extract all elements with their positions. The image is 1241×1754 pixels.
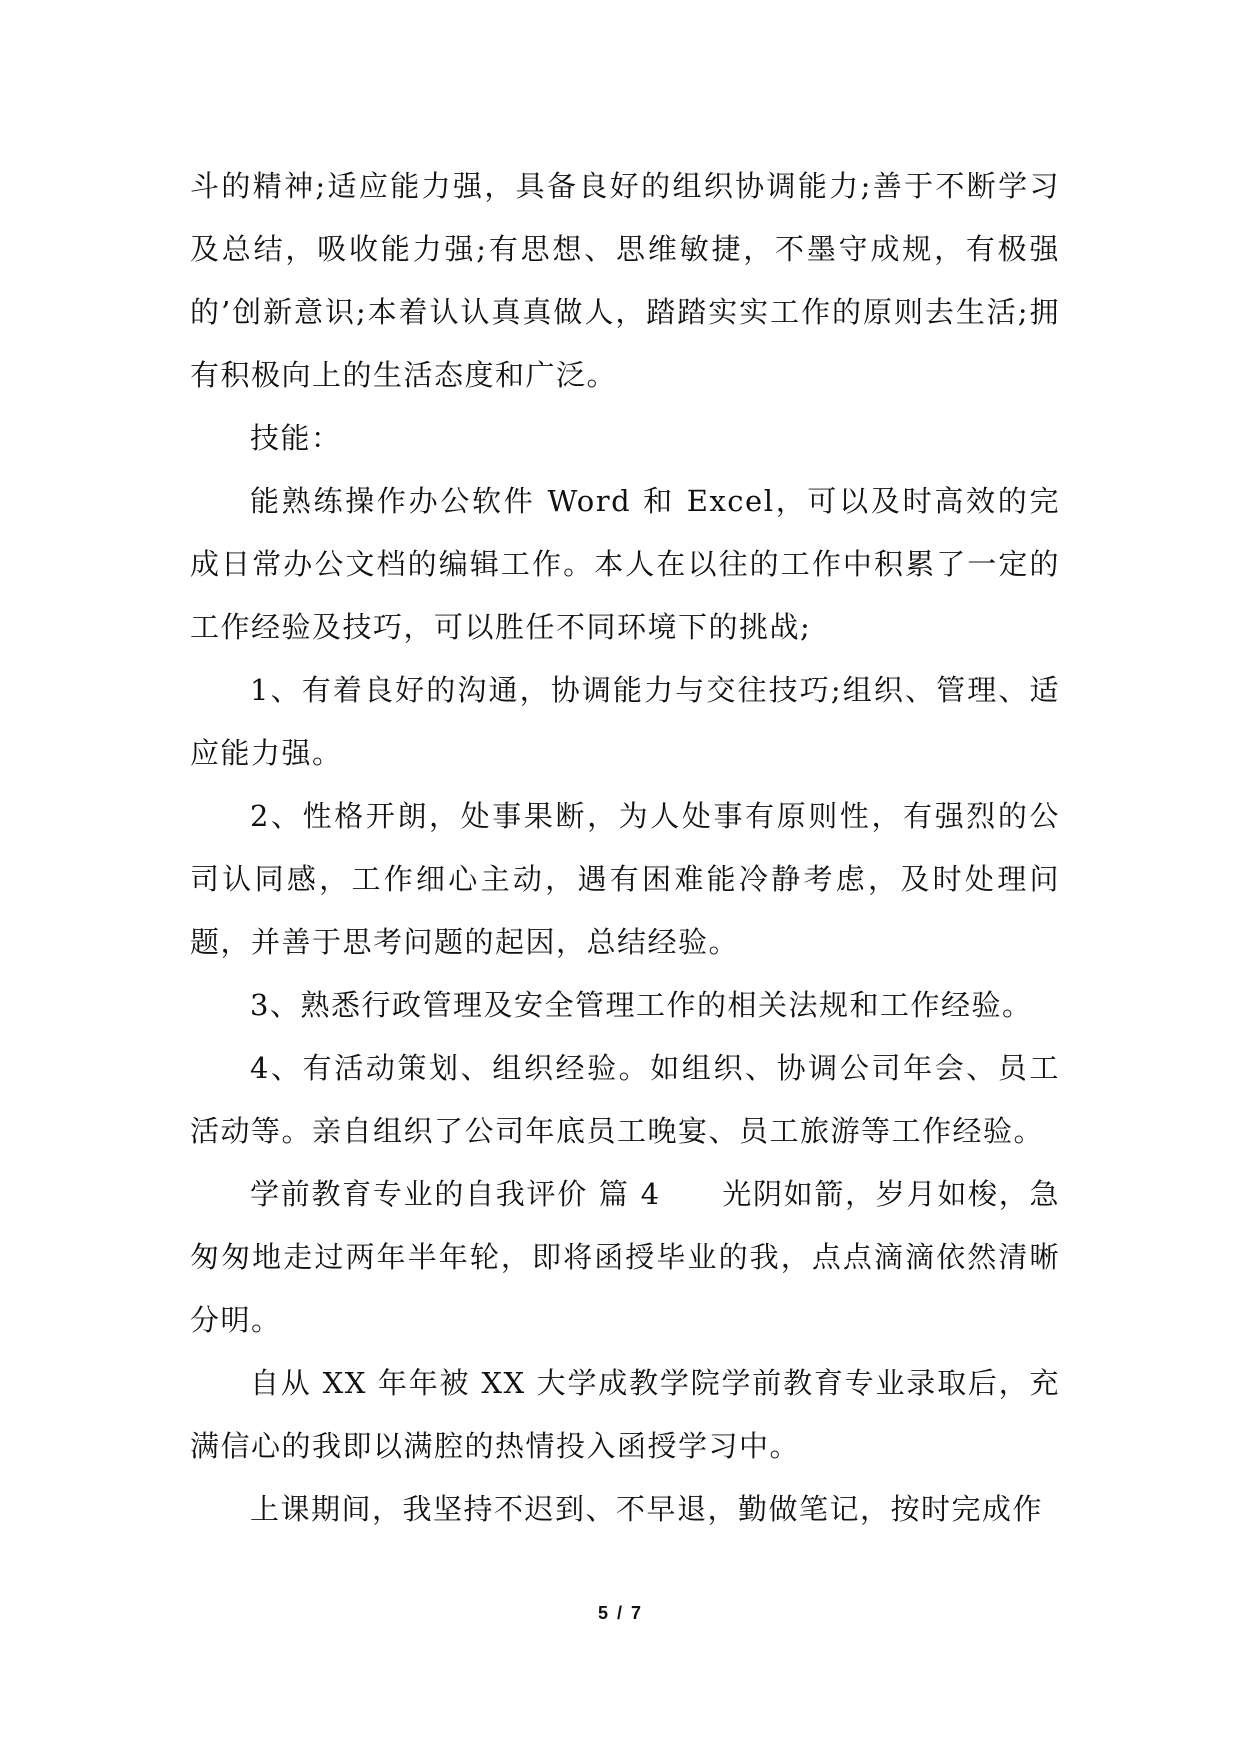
list-item-2: 2、性格开朗，处事果断，为人处事有原则性，有强烈的公司认同感，工作细心主动，遇有困难能冷静考虑，及时处理问题，并善于思考问题的起因，总结经验。 <box>190 799 1060 959</box>
paragraph-1: 斗的精神;适应能力强，具备良好的组织协调能力;善于不断学习及总结，吸收能力强;有思想、思维敏捷，不墨守成规，有极强的’创新意识;本着认认真真做人，踏踏实实工作的原则去生活;拥有积极向上的生活态度和广泛。 <box>190 169 1060 392</box>
paragraph-3: 能熟练操作办公软件 Word 和 Excel，可以及时高效的完成日常办公文档的编辑工作。本人在以往的工作中积累了一定的工作经验及技巧，可以胜任不同环境下的挑战; <box>190 484 1060 644</box>
list-item-4: 4、有活动策划、组织经验。如组织、协调公司年会、员工活动等。亲自组织了公司年底员工晚宴、员工旅游等工作经验。 <box>190 1051 1060 1148</box>
paragraph-9: 自从 XX 年年被 XX 大学成教学院学前教育专业录取后，充满信心的我即以满腔的热情投入函授学习中。 <box>190 1366 1060 1463</box>
paragraph-10: 上课期间，我坚持不迟到、不早退，勤做笔记，按时完成作 <box>250 1492 1044 1526</box>
list-item-1: 1、有着良好的沟通，协调能力与交往技巧;组织、管理、适应能力强。 <box>190 673 1060 770</box>
page-number: 5 / 7 <box>597 1603 644 1623</box>
document-body <box>190 155 1060 1541</box>
paragraph-skills-heading: 技能： <box>250 421 342 455</box>
list-item-3: 3、熟悉行政管理及安全管理工作的相关法规和工作经验。 <box>250 988 1033 1022</box>
paragraph-section-4: 学前教育专业的自我评价 篇 4 光阴如箭，岁月如梭，急匆匆地走过两年半年轮，即将函授毕业的我，点点滴滴依然清晰分明。 <box>190 1177 1060 1337</box>
